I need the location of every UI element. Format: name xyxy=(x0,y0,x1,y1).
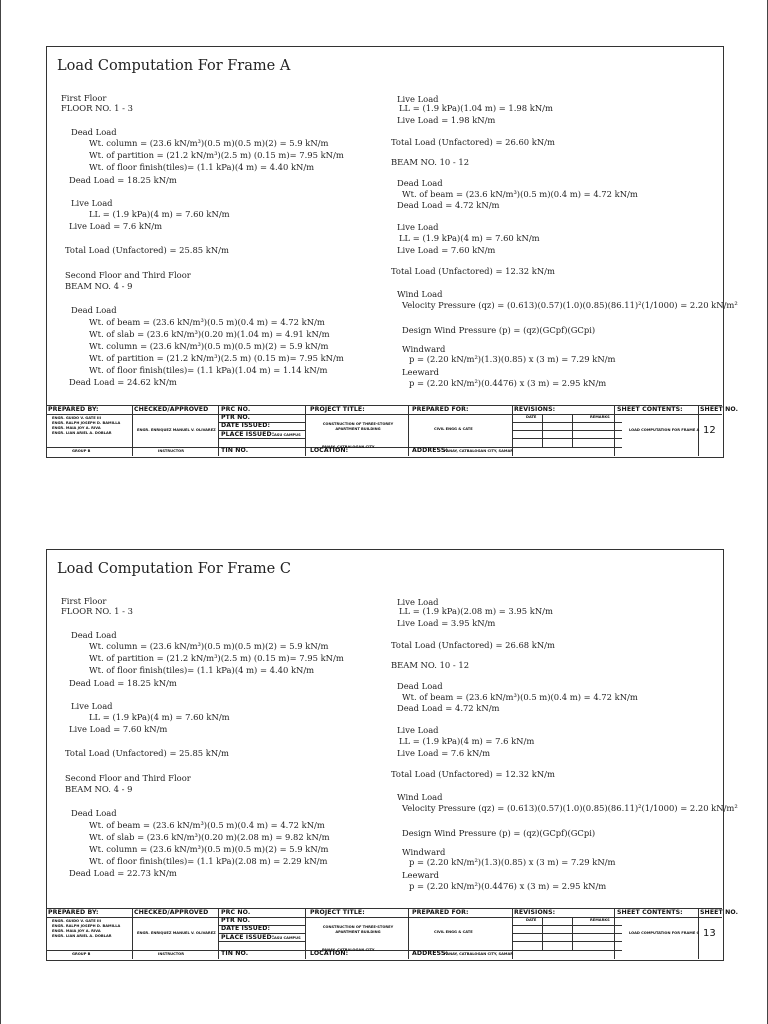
title-block-rule xyxy=(512,933,622,934)
computation-line-right: Velocity Pressure (qz) = (0.613)(0.57)(1.0)(0.85)(86.11)²(1/1000) = 2.20 kN/m² xyxy=(402,803,738,813)
revisions-label: REVISIONS: xyxy=(514,909,556,916)
computation-line-left: Dead Load = 18.25 kN/m xyxy=(69,678,177,688)
computation-line-left: LL = (1.9 kPa)(4 m) = 7.60 kN/m xyxy=(89,209,230,219)
computation-line-left: Wt. column = (23.6 kN/m³)(0.5 m)(0.5 m)(2) = 5.9 kN/m xyxy=(89,341,329,351)
title-block-rule xyxy=(512,422,622,423)
client-name: CIVIL ENGG & CATE xyxy=(434,930,473,934)
prepared-for-label: PREPARED FOR: xyxy=(412,909,469,916)
computation-line-left: Wt. of floor finish(tiles)= (1.1 kPa)(4 m) = 4.40 kN/m xyxy=(89,162,315,172)
address-label: ADDRESS: xyxy=(412,950,448,957)
computation-line-right: BEAM NO. 10 - 12 xyxy=(391,157,470,167)
prepared-by-label: PREPARED BY: xyxy=(48,406,99,413)
computation-line-right: Total Load (Unfactored) = 26.60 kN/m xyxy=(391,137,555,147)
computation-line-right: Wt. of beam = (23.6 kN/m³)(0.5 m)(0.4 m) = 4.72 kN/m xyxy=(402,189,638,199)
preparer-name: ENGR. LIAN ARIEL A. DOBLAR xyxy=(52,934,112,938)
computation-line-right: Total Load (Unfactored) = 12.32 kN/m xyxy=(391,266,555,276)
computation-line-right: Live Load xyxy=(397,725,439,735)
computation-line-left: Wt. of floor finish(tiles)= (1.1 kPa)(4 m) = 4.40 kN/m xyxy=(89,665,315,675)
computation-line-left: Live Load xyxy=(71,701,113,711)
sheet-title: Load Computation For Frame C xyxy=(57,561,291,577)
preparer-name: ENGR. LIAN ARIEL A. DOBLAR xyxy=(52,431,112,435)
computation-line-left: Wt. of beam = (23.6 kN/m³)(0.5 m)(0.4 m) = 4.72 kN/m xyxy=(89,820,325,830)
sheet-contents-label: SHEET CONTENTS: xyxy=(617,406,683,413)
revision-remarks-header: REMARKS xyxy=(590,918,610,922)
computation-line-right: Live Load = 3.95 kN/m xyxy=(397,618,496,628)
prc-no-label: PRC NO. xyxy=(221,406,251,413)
sheet-number: 13 xyxy=(703,928,716,939)
sheet-frame-c xyxy=(46,549,739,961)
computation-line-left: Wt. of partition = (21.2 kN/m³)(2.5 m) (0.15 m)= 7.95 kN/m xyxy=(89,653,344,663)
date-issued-label: DATE ISSUED: xyxy=(221,422,271,429)
computation-line-left: Total Load (Unfactored) = 25.85 kN/m xyxy=(65,245,229,255)
computation-line-right: p = (2.20 kN/m²)(1.3)(0.85) x (3 m) = 7.29 kN/m xyxy=(409,354,616,364)
computation-line-right: Leeward xyxy=(402,367,440,377)
computation-line-left: Dead Load xyxy=(71,127,117,137)
place-issued-label: PLACE ISSUED: xyxy=(221,934,275,941)
computation-line-right: Leeward xyxy=(402,870,440,880)
computation-line-left: Total Load (Unfactored) = 25.85 kN/m xyxy=(65,748,229,758)
title-block xyxy=(46,405,739,456)
revision-divider xyxy=(572,917,573,950)
project-title-label: PROJECT TITLE: xyxy=(310,909,365,916)
preparer-name: ENGR. MAIA JOY A. RIVA xyxy=(52,426,101,430)
computation-line-right: Live Load = 7.6 kN/m xyxy=(397,748,491,758)
checker-name: ENGR. ENRIQUEZ MANUEL V. OLIVAREZ xyxy=(137,931,216,935)
computation-line-right: Live Load = 7.60 kN/m xyxy=(397,245,496,255)
computation-line-left: FLOOR NO. 1 - 3 xyxy=(61,103,133,113)
title-block-rule xyxy=(512,447,622,448)
revision-date-header: DATE xyxy=(526,918,537,922)
computation-line-right: p = (2.20 kN/m²)(0.4476) x (3 m) = 2.95 kN/m xyxy=(409,881,607,891)
computation-line-right: Design Wind Pressure (p) = (qz)(GCpf)(GCpi) xyxy=(402,325,596,335)
date-issued-label: DATE ISSUED: xyxy=(221,925,271,932)
computation-line-right: Wind Load xyxy=(397,792,443,802)
sheet-contents-label: SHEET CONTENTS: xyxy=(617,909,683,916)
sheet-no-label: SHEET NO. xyxy=(700,406,739,413)
place-issued-label: PLACE ISSUED: xyxy=(221,431,275,438)
project-name: CONSTRUCTION OF THREE-STOREY APARTMENT BUILDING xyxy=(322,925,394,934)
preparer-name: ENGR. GUIDO V. GATE III xyxy=(52,919,101,923)
computation-line-left: Dead Load = 22.73 kN/m xyxy=(69,868,177,878)
computation-line-right: Dead Load = 4.72 kN/m xyxy=(397,200,500,210)
computation-line-right: Wind Load xyxy=(397,289,443,299)
computation-line-right: Windward xyxy=(402,847,446,857)
title-block xyxy=(46,908,739,959)
prepared-for-label: PREPARED FOR: xyxy=(412,406,469,413)
place-issued-value: ASU CAMPUS xyxy=(274,936,301,940)
location-value: PANAY, CATBALOGAN CITY xyxy=(322,445,375,449)
computation-line-left: Second Floor and Third Floor xyxy=(65,773,191,783)
title-block-rule xyxy=(512,950,622,951)
group-label: GROUP B xyxy=(72,952,91,956)
preparer-name: ENGR. GUIDO V. GATE III xyxy=(52,416,101,420)
computation-line-right: LL = (1.9 kPa)(1.04 m) = 1.98 kN/m xyxy=(399,103,553,113)
sheet-contents-value: LOAD COMPUTATION FOR FRAME A xyxy=(629,428,700,432)
computation-line-left: Wt. column = (23.6 kN/m³)(0.5 m)(0.5 m)(2) = 5.9 kN/m xyxy=(89,138,329,148)
location-label: LOCATION: xyxy=(310,950,349,957)
computation-line-left: Dead Load xyxy=(71,808,117,818)
revisions-label: REVISIONS: xyxy=(514,406,556,413)
computation-line-left: Second Floor and Third Floor xyxy=(65,270,191,280)
computation-line-left: Wt. column = (23.6 kN/m³)(0.5 m)(0.5 m)(2) = 5.9 kN/m xyxy=(89,844,329,854)
computation-line-left: BEAM NO. 4 - 9 xyxy=(65,281,133,291)
title-block-rule xyxy=(512,430,622,431)
location-label: LOCATION: xyxy=(310,447,349,454)
title-block-rule xyxy=(512,925,622,926)
checked-approved-label: CHECKED/APPROVED xyxy=(134,406,209,413)
revision-divider xyxy=(572,414,573,447)
location-value: PANAY, CATBALOGAN CITY xyxy=(322,948,375,952)
revision-divider xyxy=(542,917,543,950)
prc-no-label: PRC NO. xyxy=(221,909,251,916)
sheet-title: Load Computation For Frame A xyxy=(57,58,291,74)
computation-line-left: Wt. of beam = (23.6 kN/m³)(0.5 m)(0.4 m) = 4.72 kN/m xyxy=(89,317,325,327)
computation-line-left: BEAM NO. 4 - 9 xyxy=(65,784,133,794)
place-issued-value: ASU CAMPUS xyxy=(274,433,301,437)
computation-line-left: Wt. of slab = (23.6 kN/m³)(0.20 m)(1.04 m) = 4.91 kN/m xyxy=(89,329,330,339)
computation-line-right: BEAM NO. 10 - 12 xyxy=(391,660,470,670)
address-label: ADDRESS: xyxy=(412,447,448,454)
computation-line-right: Live Load = 1.98 kN/m xyxy=(397,115,496,125)
sheet-no-label: SHEET NO. xyxy=(700,909,739,916)
title-block-rule xyxy=(512,941,622,942)
computation-line-left: Live Load xyxy=(71,198,113,208)
computation-line-right: Windward xyxy=(402,344,446,354)
tin-no-label: TIN NO. xyxy=(221,447,249,454)
checked-approved-label: CHECKED/APPROVED xyxy=(134,909,209,916)
computation-line-left: Wt. column = (23.6 kN/m³)(0.5 m)(0.5 m)(2) = 5.9 kN/m xyxy=(89,641,329,651)
computation-line-right: LL = (1.9 kPa)(4 m) = 7.60 kN/m xyxy=(399,233,540,243)
title-block-rule xyxy=(512,438,622,439)
computation-line-left: LL = (1.9 kPa)(4 m) = 7.60 kN/m xyxy=(89,712,230,722)
computation-line-right: Dead Load xyxy=(397,681,443,691)
client-name: CIVIL ENGG & CATE xyxy=(434,427,473,431)
revision-date-header: DATE xyxy=(526,415,537,419)
computation-line-right: p = (2.20 kN/m²)(0.4476) x (3 m) = 2.95 kN/m xyxy=(409,378,607,388)
page-edge-left xyxy=(0,0,1,1024)
preparer-name: ENGR. RALPH JOSEPH D. BAMILLA xyxy=(52,924,121,928)
computation-line-right: Dead Load = 4.72 kN/m xyxy=(397,703,500,713)
revision-remarks-header: REMARKS xyxy=(590,415,610,419)
computation-line-left: Wt. of partition = (21.2 kN/m³)(2.5 m) (0.15 m)= 7.95 kN/m xyxy=(89,150,344,160)
computation-line-right: LL = (1.9 kPa)(2.08 m) = 3.95 kN/m xyxy=(399,606,553,616)
computation-line-left: Wt. of floor finish(tiles)= (1.1 kPa)(2.08 m) = 2.29 kN/m xyxy=(89,856,328,866)
tin-no-label: TIN NO. xyxy=(221,950,249,957)
ptr-no-label: PTR NO. xyxy=(221,917,251,924)
computation-line-left: Dead Load = 24.62 kN/m xyxy=(69,377,177,387)
computation-line-left: First Floor xyxy=(61,93,107,103)
computation-line-right: Live Load xyxy=(397,222,439,232)
instructor-label: INSTRUCTOR xyxy=(158,952,184,956)
address-value: PANAY, CATBALOGAN CITY, SAMAR xyxy=(444,952,514,956)
computation-line-left: Wt. of partition = (21.2 kN/m³)(2.5 m) (0.15 m)= 7.95 kN/m xyxy=(89,353,344,363)
computation-line-right: Design Wind Pressure (p) = (qz)(GCpf)(GCpi) xyxy=(402,828,596,838)
computation-line-left: Dead Load xyxy=(71,305,117,315)
computation-line-left: Live Load = 7.6 kN/m xyxy=(69,221,163,231)
computation-line-left: First Floor xyxy=(61,596,107,606)
computation-line-right: Wt. of beam = (23.6 kN/m³)(0.5 m)(0.4 m) = 4.72 kN/m xyxy=(402,692,638,702)
prepared-by-label: PREPARED BY: xyxy=(48,909,99,916)
sheet-number: 12 xyxy=(703,425,716,436)
ptr-no-label: PTR NO. xyxy=(221,414,251,421)
preparer-name: ENGR. RALPH JOSEPH D. BAMILLA xyxy=(52,421,121,425)
computation-line-left: FLOOR NO. 1 - 3 xyxy=(61,606,133,616)
project-name: CONSTRUCTION OF THREE-STOREY APARTMENT BUILDING xyxy=(322,422,394,431)
sheet-contents-value: LOAD COMPUTATION FOR FRAME C xyxy=(629,931,700,935)
revision-divider xyxy=(542,414,543,447)
computation-line-left: Live Load = 7.60 kN/m xyxy=(69,724,168,734)
group-label: GROUP B xyxy=(72,449,91,453)
project-title-label: PROJECT TITLE: xyxy=(310,406,365,413)
computation-line-right: Total Load (Unfactored) = 26.68 kN/m xyxy=(391,640,555,650)
computation-line-right: p = (2.20 kN/m²)(1.3)(0.85) x (3 m) = 7.29 kN/m xyxy=(409,857,616,867)
computation-line-right: LL = (1.9 kPa)(4 m) = 7.6 kN/m xyxy=(399,736,535,746)
computation-line-right: Live Load xyxy=(397,94,439,104)
instructor-label: INSTRUCTOR xyxy=(158,449,184,453)
preparer-name: ENGR. MAIA JOY A. RIVA xyxy=(52,929,101,933)
computation-line-right: Live Load xyxy=(397,597,439,607)
address-value: PANAY, CATBALOGAN CITY, SAMAR xyxy=(444,449,514,453)
computation-line-left: Dead Load xyxy=(71,630,117,640)
computation-line-left: Wt. of floor finish(tiles)= (1.1 kPa)(1.04 m) = 1.14 kN/m xyxy=(89,365,328,375)
computation-line-left: Dead Load = 18.25 kN/m xyxy=(69,175,177,185)
computation-line-right: Total Load (Unfactored) = 12.32 kN/m xyxy=(391,769,555,779)
computation-line-left: Wt. of slab = (23.6 kN/m³)(0.20 m)(2.08 m) = 9.82 kN/m xyxy=(89,832,330,842)
computation-line-right: Dead Load xyxy=(397,178,443,188)
computation-line-right: Velocity Pressure (qz) = (0.613)(0.57)(1.0)(0.85)(86.11)²(1/1000) = 2.20 kN/m² xyxy=(402,300,738,310)
checker-name: ENGR. ENRIQUEZ MANUEL V. OLIVAREZ xyxy=(137,428,216,432)
sheet-frame-a xyxy=(46,46,739,458)
